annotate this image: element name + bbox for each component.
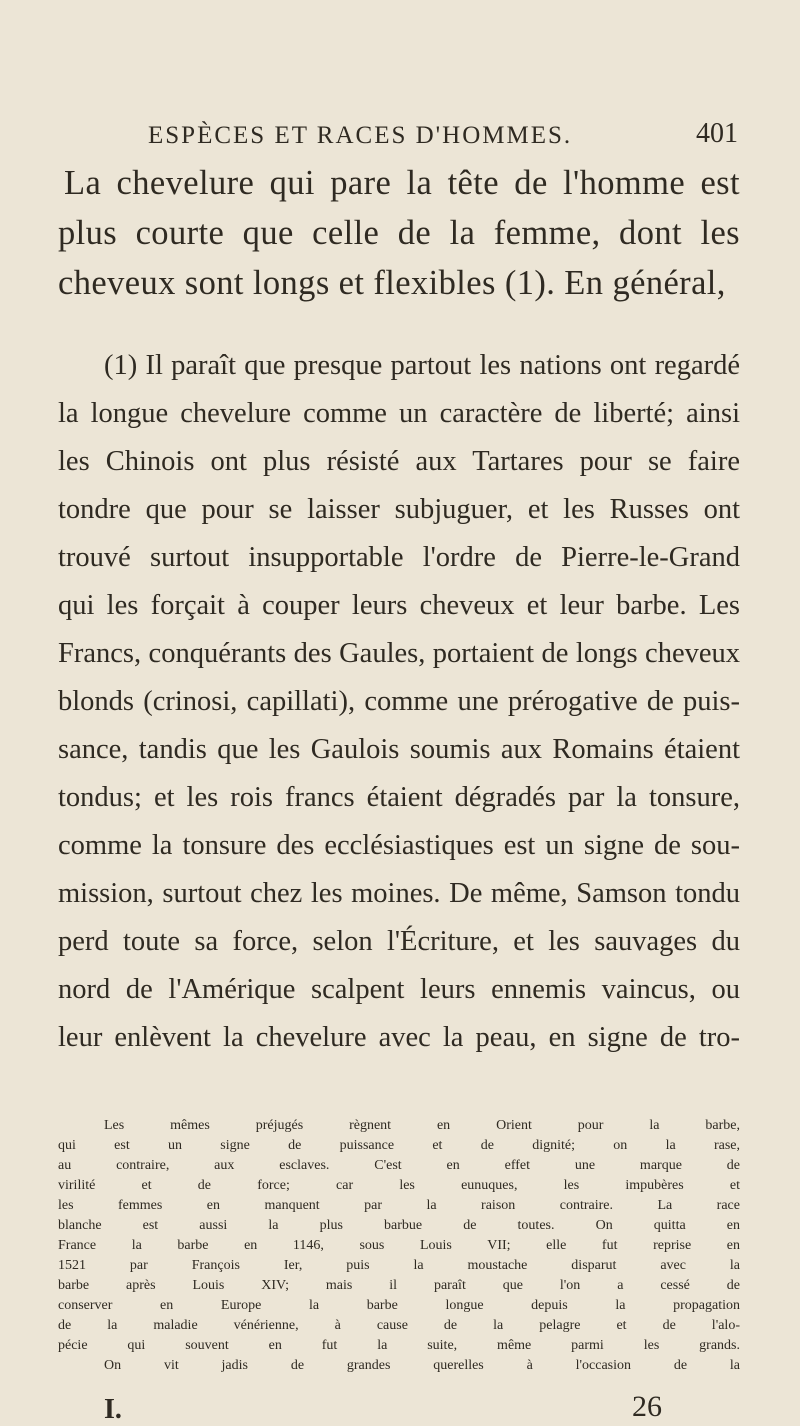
- text-line: pécie qui souvent en fut la suite, même parmi les grands.: [58, 1338, 740, 1353]
- footnote-line: comme la tonsure des ecclésiastiques est un signe de sou-: [58, 830, 740, 861]
- text-line: au contraire, aux esclaves. C'est en effet une marque de: [58, 1158, 740, 1173]
- footnote-line: tondre que pour se laisser subjuguer, et les Russes ont: [58, 494, 740, 525]
- footnote-line: la longue chevelure comme un caractère de liberté; ainsi: [58, 398, 740, 429]
- footnote-line: sance, tandis que les Gaulois soumis aux Romains étaient: [58, 734, 740, 765]
- footnote-line: qui les forçait à couper leurs cheveux et leur barbe. Les: [58, 590, 740, 621]
- text-line: plus courte que celle de la femme, dont les: [58, 214, 740, 252]
- text-line: virilité et de force; car les eunuques, les impubères et: [58, 1178, 740, 1193]
- footnote-line: (1) Il paraît que presque partout les nations ont regardé: [104, 350, 740, 381]
- footnote-line: les Chinois ont plus résisté aux Tartares pour se faire: [58, 446, 740, 477]
- footnote-line: trouvé surtout insupportable l'ordre de Pierre-le-Grand: [58, 542, 740, 573]
- text-line: blanche est aussi la plus barbue de toutes. On quitta en: [58, 1218, 740, 1233]
- footnote-line: nord de l'Amérique scalpent leurs ennemis vaincus, ou: [58, 974, 740, 1005]
- text-line: On vit jadis de grandes querelles à l'occasion de la: [104, 1358, 740, 1373]
- text-line: Les mêmes préjugés règnent en Orient pour la barbe,: [104, 1118, 740, 1133]
- footnote-line: leur enlèvent la chevelure avec la peau, en signe de tro-: [58, 1022, 740, 1053]
- signature-number: 26: [632, 1390, 662, 1423]
- page-number: 401: [696, 118, 738, 149]
- footnote-line: tondus; et les rois francs étaient dégradés par la tonsure,: [58, 782, 740, 813]
- running-title: ESPÈCES ET RACES D'HOMMES.: [148, 122, 573, 149]
- text-line: conserver en Europe la barbe longue depuis la propagation: [58, 1298, 740, 1313]
- page-header: [148, 112, 738, 156]
- footnote-line: blonds (crinosi, capillati), comme une prérogative de puis-: [58, 686, 740, 717]
- text-line: France la barbe en 1146, sous Louis VII; elle fut reprise en: [58, 1238, 740, 1253]
- footnote-line: Francs, conquérants des Gaules, portaient de longs cheveux: [58, 638, 740, 669]
- footnote-line: perd toute sa force, selon l'Écriture, et les sauvages du: [58, 926, 740, 957]
- signature-mark: I.: [104, 1394, 122, 1425]
- text-line: barbe après Louis XIV; mais il paraît que l'on a cessé de: [58, 1278, 740, 1293]
- text-line: de la maladie vénérienne, à cause de la pelagre et de l'alo-: [58, 1318, 740, 1333]
- text-line: les femmes en manquent par la raison contraire. La race: [58, 1198, 740, 1213]
- text-line: cheveux sont longs et flexibles (1). En général,: [58, 264, 726, 302]
- text-line: qui est un signe de puissance et de dignité; on la rase,: [58, 1138, 740, 1153]
- text-line: 1521 par François Ier, puis la moustache disparut avec la: [58, 1258, 740, 1273]
- footnote-line: mission, surtout chez les moines. De même, Samson tondu: [58, 878, 740, 909]
- text-line: La chevelure qui pare la tête de l'homme est: [64, 164, 740, 202]
